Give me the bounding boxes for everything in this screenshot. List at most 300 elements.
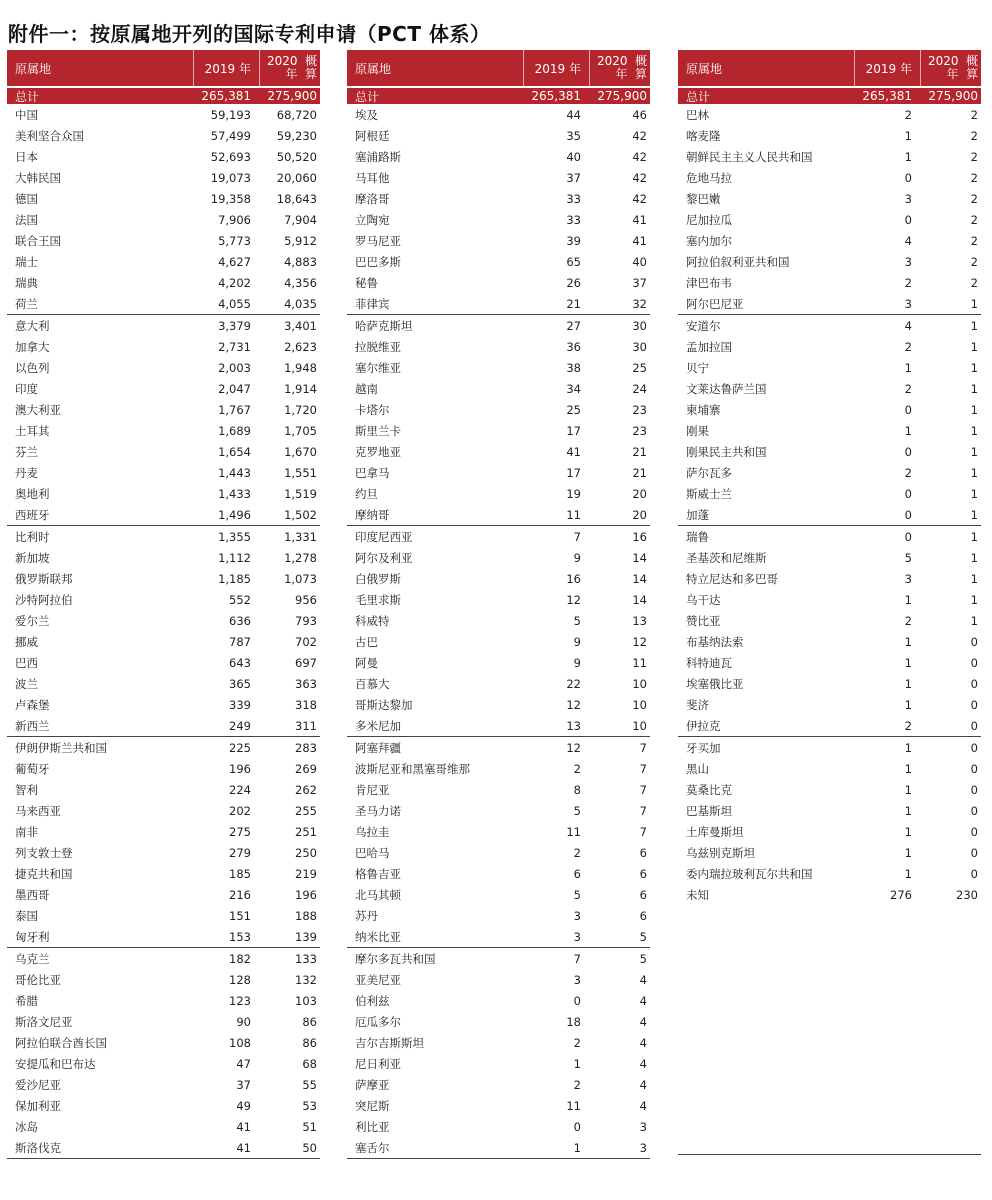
value-2020: 4,035 <box>284 296 317 311</box>
value-2019: 1,185 <box>218 571 251 586</box>
value-2019: 19,073 <box>210 170 251 185</box>
table-row <box>347 357 650 378</box>
value-2019: 3 <box>573 972 581 987</box>
country-name: 刚果 <box>686 423 709 438</box>
table-row <box>347 462 650 483</box>
country-name: 美利坚合众国 <box>15 128 84 143</box>
value-2020: 4 <box>639 1098 647 1113</box>
value-2019: 279 <box>229 845 251 860</box>
value-2020: 0 <box>970 803 978 818</box>
country-name: 肯尼亚 <box>355 782 390 797</box>
table-row <box>7 673 320 694</box>
value-2019: 13 <box>566 718 581 733</box>
value-2020: 14 <box>632 571 647 586</box>
value-2020: 2 <box>970 128 978 143</box>
country-name: 巴林 <box>686 107 709 122</box>
value-2019: 1,767 <box>218 402 251 417</box>
value-2019: 7 <box>573 529 581 544</box>
table-row <box>347 1053 650 1074</box>
value-2019: 552 <box>229 592 251 607</box>
value-2020: 5 <box>639 929 647 944</box>
table-row <box>347 779 650 800</box>
value-2019: 108 <box>229 1035 251 1050</box>
value-2020: 41 <box>632 212 647 227</box>
table-row <box>678 462 981 483</box>
country-name: 以色列 <box>15 360 50 375</box>
country-name: 瑞典 <box>15 275 38 290</box>
value-2019: 17 <box>566 423 581 438</box>
table-row <box>7 779 320 800</box>
value-2019: 12 <box>566 740 581 755</box>
table-row <box>7 842 320 863</box>
table-header <box>347 50 650 86</box>
value-2019: 36 <box>566 339 581 354</box>
value-2019: 18 <box>566 1014 581 1029</box>
header-2020-estimate: 概算 <box>965 54 978 81</box>
table-row <box>347 715 650 737</box>
table-row <box>7 483 320 504</box>
country-name: 塞舌尔 <box>355 1140 390 1155</box>
value-2019: 2 <box>573 761 581 776</box>
country-name: 利比亚 <box>355 1119 390 1134</box>
value-2019: 0 <box>904 170 912 185</box>
table-row <box>7 652 320 673</box>
table-row <box>347 610 650 631</box>
table-row <box>347 652 650 673</box>
table-row <box>7 926 320 948</box>
table-row <box>347 188 650 209</box>
country-name: 马耳他 <box>355 170 390 185</box>
value-2019: 41 <box>236 1119 251 1134</box>
table-row <box>347 125 650 146</box>
value-2019: 2 <box>573 845 581 860</box>
country-name: 阿拉伯叙利亚共和国 <box>686 254 790 269</box>
value-2020: 1,670 <box>284 444 317 459</box>
country-name: 印度 <box>15 381 38 396</box>
value-2019: 22 <box>566 676 581 691</box>
value-2020: 14 <box>632 592 647 607</box>
country-name: 日本 <box>15 149 38 164</box>
country-name: 罗马尼亚 <box>355 233 401 248</box>
value-2020: 59,230 <box>276 128 317 143</box>
country-name: 土库曼斯坦 <box>686 824 744 839</box>
value-2019: 185 <box>229 866 251 881</box>
value-2020: 262 <box>295 782 317 797</box>
value-2019: 25 <box>566 402 581 417</box>
table-row <box>7 104 320 125</box>
value-2019: 41 <box>566 444 581 459</box>
value-2019: 16 <box>566 571 581 586</box>
table-row <box>678 568 981 589</box>
value-2019: 0 <box>573 1119 581 1134</box>
value-2019: 12 <box>566 697 581 712</box>
value-2020: 42 <box>632 149 647 164</box>
value-2020: 0 <box>970 740 978 755</box>
value-2020: 25 <box>632 360 647 375</box>
value-2019: 1 <box>904 128 912 143</box>
value-2020: 42 <box>632 191 647 206</box>
value-2019: 40 <box>566 149 581 164</box>
value-2020: 10 <box>632 718 647 733</box>
value-2020: 132 <box>295 972 317 987</box>
table-row <box>347 251 650 272</box>
value-2020: 86 <box>302 1014 317 1029</box>
value-2020: 230 <box>956 887 978 902</box>
value-2020: 24 <box>632 381 647 396</box>
value-2020: 1 <box>970 592 978 607</box>
table-row <box>347 694 650 715</box>
value-2020: 219 <box>295 866 317 881</box>
table-row <box>347 420 650 441</box>
country-name: 拉脱维亚 <box>355 339 401 354</box>
value-2019: 4,055 <box>218 296 251 311</box>
value-2019: 0 <box>904 444 912 459</box>
value-2020: 7 <box>639 740 647 755</box>
value-2019: 182 <box>229 951 251 966</box>
value-2019: 33 <box>566 212 581 227</box>
header-2019: 2019 年 <box>523 50 589 86</box>
table-row <box>347 230 650 251</box>
value-2020: 1,551 <box>284 465 317 480</box>
table-row <box>7 209 320 230</box>
value-2020: 1 <box>970 571 978 586</box>
value-2019: 4,202 <box>218 275 251 290</box>
table-row <box>678 420 981 441</box>
value-2020: 6 <box>639 866 647 881</box>
country-name: 智利 <box>15 782 38 797</box>
header-2020-estimate: 概算 <box>634 54 647 81</box>
value-2020: 5,912 <box>284 233 317 248</box>
value-2019: 34 <box>566 381 581 396</box>
value-2019: 3 <box>904 191 912 206</box>
table-row <box>347 905 650 926</box>
table-row <box>678 378 981 399</box>
value-2020: 1 <box>970 423 978 438</box>
country-name: 格鲁吉亚 <box>355 866 401 881</box>
value-2020: 251 <box>295 824 317 839</box>
country-name: 科威特 <box>355 613 390 628</box>
value-2020: 4 <box>639 1035 647 1050</box>
country-name: 德国 <box>15 191 38 206</box>
country-name: 泰国 <box>15 908 38 923</box>
value-2020: 4 <box>639 993 647 1008</box>
country-name: 北马其顿 <box>355 887 401 902</box>
table-row <box>347 863 650 884</box>
country-name: 巴巴多斯 <box>355 254 401 269</box>
table-row <box>678 251 981 272</box>
header-2020-year: 2020 年 <box>928 54 959 81</box>
value-2020: 10 <box>632 697 647 712</box>
value-2019: 1 <box>904 676 912 691</box>
total-2019: 265,381 <box>531 89 581 103</box>
total-2019: 265,381 <box>201 89 251 103</box>
table-row <box>7 863 320 884</box>
country-name: 阿拉伯联合酋长国 <box>15 1035 107 1050</box>
country-name: 波斯尼亚和黑塞哥维那 <box>355 761 470 776</box>
value-2019: 3 <box>573 908 581 923</box>
country-name: 黎巴嫩 <box>686 191 721 206</box>
country-name: 伯利兹 <box>355 993 390 1008</box>
country-name: 特立尼达和多巴哥 <box>686 571 778 586</box>
country-name: 哥斯达黎加 <box>355 697 413 712</box>
value-2020: 50 <box>302 1140 317 1155</box>
value-2020: 363 <box>295 676 317 691</box>
country-name: 圣马力诺 <box>355 803 401 818</box>
table-row <box>678 589 981 610</box>
country-name: 亚美尼亚 <box>355 972 401 987</box>
table-row <box>7 378 320 399</box>
value-2019: 3,379 <box>218 318 251 333</box>
value-2020: 1,948 <box>284 360 317 375</box>
value-2019: 3 <box>904 571 912 586</box>
country-name: 柬埔寨 <box>686 402 721 417</box>
country-name: 萨尔瓦多 <box>686 465 732 480</box>
country-name: 斯威士兰 <box>686 486 732 501</box>
value-2019: 1 <box>904 423 912 438</box>
country-name: 阿尔巴尼亚 <box>686 296 744 311</box>
value-2020: 51 <box>302 1119 317 1134</box>
value-2020: 7 <box>639 824 647 839</box>
country-name: 大韩民国 <box>15 170 61 185</box>
value-2020: 1 <box>970 296 978 311</box>
value-2020: 1 <box>970 507 978 522</box>
value-2019: 1,433 <box>218 486 251 501</box>
total-2020: 275,900 <box>267 89 317 103</box>
value-2020: 793 <box>295 613 317 628</box>
value-2020: 1 <box>970 529 978 544</box>
value-2019: 787 <box>229 634 251 649</box>
value-2020: 16 <box>632 529 647 544</box>
value-2020: 6 <box>639 887 647 902</box>
value-2020: 2 <box>970 170 978 185</box>
value-2019: 1,355 <box>218 529 251 544</box>
value-2020: 4 <box>639 1056 647 1071</box>
value-2020: 4,356 <box>284 275 317 290</box>
country-name: 俄罗斯联邦 <box>15 571 73 586</box>
table-row <box>678 821 981 842</box>
value-2019: 643 <box>229 655 251 670</box>
header-2020-year: 2020 年 <box>597 54 628 81</box>
value-2019: 128 <box>229 972 251 987</box>
value-2020: 11 <box>632 655 647 670</box>
value-2020: 2 <box>970 275 978 290</box>
table-row <box>7 230 320 251</box>
value-2020: 188 <box>295 908 317 923</box>
country-name: 伊朗伊斯兰共和国 <box>15 740 107 755</box>
value-2020: 1 <box>970 444 978 459</box>
table-bottom-rule <box>678 1154 981 1155</box>
table-row <box>678 779 981 800</box>
table-row <box>678 610 981 631</box>
table-row <box>7 589 320 610</box>
table-row <box>347 1011 650 1032</box>
country-name: 加蓬 <box>686 507 709 522</box>
value-2019: 37 <box>236 1077 251 1092</box>
country-name: 苏丹 <box>355 908 378 923</box>
value-2020: 1 <box>970 360 978 375</box>
value-2020: 0 <box>970 866 978 881</box>
value-2019: 5 <box>573 613 581 628</box>
value-2019: 4 <box>904 318 912 333</box>
table-row <box>678 104 981 125</box>
table-row <box>347 1032 650 1053</box>
value-2019: 3 <box>904 296 912 311</box>
value-2020: 4 <box>639 1014 647 1029</box>
value-2020: 255 <box>295 803 317 818</box>
value-2020: 2 <box>970 107 978 122</box>
value-2019: 5 <box>573 887 581 902</box>
value-2020: 3 <box>639 1119 647 1134</box>
country-name: 纳米比亚 <box>355 929 401 944</box>
table-row <box>7 715 320 737</box>
value-2019: 3 <box>904 254 912 269</box>
value-2020: 139 <box>295 929 317 944</box>
table-row <box>7 357 320 378</box>
country-name: 文莱达鲁萨兰国 <box>686 381 767 396</box>
value-2019: 153 <box>229 929 251 944</box>
value-2020: 37 <box>632 275 647 290</box>
value-2020: 2 <box>970 149 978 164</box>
value-2020: 0 <box>970 697 978 712</box>
value-2020: 311 <box>295 718 317 733</box>
value-2019: 123 <box>229 993 251 1008</box>
table-row <box>7 420 320 441</box>
table-row <box>678 694 981 715</box>
country-name: 斯洛文尼亚 <box>15 1014 73 1029</box>
country-name: 赞比亚 <box>686 613 721 628</box>
value-2020: 1,705 <box>284 423 317 438</box>
value-2019: 1 <box>573 1140 581 1155</box>
table-row <box>347 1116 650 1137</box>
table-row <box>7 800 320 821</box>
value-2020: 1 <box>970 381 978 396</box>
country-name: 比利时 <box>15 529 50 544</box>
value-2020: 21 <box>632 465 647 480</box>
country-name: 阿塞拜疆 <box>355 740 401 755</box>
value-2020: 12 <box>632 634 647 649</box>
header-2020 <box>589 50 650 86</box>
value-2020: 68 <box>302 1056 317 1071</box>
value-2020: 1 <box>970 318 978 333</box>
country-name: 挪威 <box>15 634 38 649</box>
country-name: 圣基茨和尼维斯 <box>686 550 767 565</box>
table-row <box>7 1137 320 1159</box>
value-2019: 1,689 <box>218 423 251 438</box>
value-2019: 7,906 <box>218 212 251 227</box>
country-name: 乌克兰 <box>15 951 50 966</box>
value-2019: 2,047 <box>218 381 251 396</box>
table-row <box>678 673 981 694</box>
table-2 <box>347 50 650 1159</box>
table-row <box>347 399 650 420</box>
value-2020: 196 <box>295 887 317 902</box>
country-name: 匈牙利 <box>15 929 50 944</box>
country-name: 乌拉圭 <box>355 824 390 839</box>
value-2019: 1 <box>904 824 912 839</box>
country-name: 联合王国 <box>15 233 61 248</box>
value-2019: 365 <box>229 676 251 691</box>
country-name: 荷兰 <box>15 296 38 311</box>
value-2019: 2,731 <box>218 339 251 354</box>
country-name: 安提瓜和巴布达 <box>15 1056 96 1071</box>
value-2020: 23 <box>632 423 647 438</box>
value-2020: 133 <box>295 951 317 966</box>
value-2019: 0 <box>904 486 912 501</box>
total-row <box>7 88 320 104</box>
table-row <box>347 167 650 188</box>
table-row <box>7 568 320 589</box>
value-2020: 86 <box>302 1035 317 1050</box>
value-2020: 30 <box>632 339 647 354</box>
header-origin: 原属地 <box>15 61 52 76</box>
value-2019: 11 <box>566 824 581 839</box>
table-row <box>7 758 320 779</box>
table-row <box>7 526 320 547</box>
table-row <box>7 969 320 990</box>
value-2019: 2 <box>904 718 912 733</box>
value-2019: 9 <box>573 634 581 649</box>
header-origin: 原属地 <box>355 61 392 76</box>
value-2019: 26 <box>566 275 581 290</box>
country-name: 塞内加尔 <box>686 233 732 248</box>
value-2019: 1 <box>904 655 912 670</box>
value-2020: 30 <box>632 318 647 333</box>
country-name: 萨摩亚 <box>355 1077 390 1092</box>
country-name: 白俄罗斯 <box>355 571 401 586</box>
value-2019: 0 <box>904 402 912 417</box>
value-2020: 20 <box>632 486 647 501</box>
table-row <box>347 378 650 399</box>
country-name: 奥地利 <box>15 486 50 501</box>
country-name: 墨西哥 <box>15 887 50 902</box>
value-2020: 3,401 <box>284 318 317 333</box>
header-2019: 2019 年 <box>854 50 920 86</box>
value-2019: 1 <box>904 697 912 712</box>
value-2020: 1,914 <box>284 381 317 396</box>
value-2020: 6 <box>639 845 647 860</box>
value-2019: 2 <box>904 339 912 354</box>
table-row <box>7 251 320 272</box>
table-row <box>347 336 650 357</box>
country-name: 希腊 <box>15 993 38 1008</box>
table-3 <box>678 50 981 1155</box>
value-2020: 7 <box>639 761 647 776</box>
value-2019: 1 <box>904 845 912 860</box>
country-name: 摩尔多瓦共和国 <box>355 951 436 966</box>
country-name: 芬兰 <box>15 444 38 459</box>
value-2019: 0 <box>904 507 912 522</box>
value-2020: 1,331 <box>284 529 317 544</box>
table-row <box>7 1095 320 1116</box>
value-2019: 1,112 <box>218 550 251 565</box>
country-name: 巴哈马 <box>355 845 390 860</box>
country-name: 摩洛哥 <box>355 191 390 206</box>
value-2019: 339 <box>229 697 251 712</box>
country-name: 捷克共和国 <box>15 866 73 881</box>
table-row <box>7 1053 320 1074</box>
country-name: 乌干达 <box>686 592 721 607</box>
table-row <box>678 737 981 758</box>
value-2020: 2 <box>970 254 978 269</box>
value-2020: 68,720 <box>276 107 317 122</box>
value-2020: 3 <box>639 1140 647 1155</box>
table-row <box>7 504 320 526</box>
header-2020 <box>920 50 981 86</box>
table-row <box>7 1011 320 1032</box>
value-2019: 224 <box>229 782 251 797</box>
table-row <box>347 673 650 694</box>
header-2020-estimate: 概算 <box>304 54 317 81</box>
